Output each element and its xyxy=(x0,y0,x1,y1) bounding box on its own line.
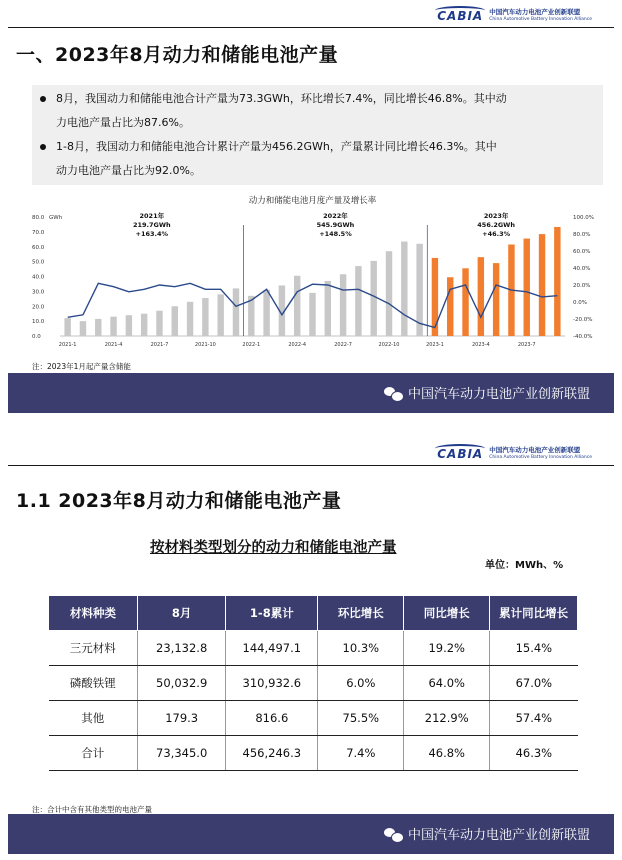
header-cell: 累计同比增长 xyxy=(490,596,578,631)
production-bar xyxy=(462,268,468,336)
production-bar xyxy=(187,302,193,336)
production-bar xyxy=(217,294,223,336)
wechat-icon xyxy=(384,827,402,841)
production-bar xyxy=(493,263,499,336)
y-tick-right: 80.0% xyxy=(573,232,591,238)
logo-mark: CABIA xyxy=(437,9,484,23)
cabia-logo xyxy=(437,6,592,26)
production-bar xyxy=(309,293,315,336)
table-cell: 75.5% xyxy=(318,701,404,736)
table-cell: 15.4% xyxy=(490,631,578,666)
table-row xyxy=(49,736,578,771)
production-bar xyxy=(524,239,530,336)
logo-mark: CABIA xyxy=(437,447,484,461)
table-unit: 单位：MWh、% xyxy=(485,560,564,571)
x-tick-label: 2023-1 xyxy=(426,342,444,348)
table-cell: 10.3% xyxy=(318,631,404,666)
wechat-icon xyxy=(384,386,402,400)
table-cell: 46.8% xyxy=(404,736,490,771)
logo-cn: 中国汽车动力电池产业创新联盟 xyxy=(489,446,581,454)
header-cell: 材料种类 xyxy=(49,596,138,631)
table-cell: 19.2% xyxy=(404,631,490,666)
page-gap xyxy=(0,414,622,438)
x-tick-label: 2022-1 xyxy=(242,342,261,348)
header-cell: 环比增长 xyxy=(318,596,404,631)
table-cell: 其他 xyxy=(49,701,138,736)
production-bar xyxy=(401,242,407,336)
logo-cn: 中国汽车动力电池产业创新联盟 xyxy=(489,8,581,16)
footer-org-name: 中国汽车动力电池产业创新联盟 xyxy=(407,828,590,843)
table-row xyxy=(49,631,578,666)
y-tick-right: 40.0% xyxy=(573,266,591,272)
y-tick-left: 0.0 xyxy=(32,334,41,340)
annotation-total: 545.9GWh xyxy=(316,221,355,229)
bullet-1 xyxy=(40,87,507,111)
y-tick-right: 0.0% xyxy=(573,300,587,306)
logo-en: China Automotive Battery Innovation Alliance xyxy=(489,17,592,22)
table-cell: 67.0% xyxy=(490,666,578,701)
y-tick-left: 70.0 xyxy=(32,229,45,236)
production-bar xyxy=(80,321,86,336)
annotation-year: 2023年 xyxy=(483,212,509,220)
y-tick-left: 40.0 xyxy=(32,274,45,281)
production-bar xyxy=(64,318,70,336)
production-bar xyxy=(340,274,346,336)
production-bar xyxy=(110,317,116,336)
table-cell: 三元材料 xyxy=(49,631,138,666)
x-tick-label: 2021-1 xyxy=(58,342,77,348)
y-tick-left: 60.0 xyxy=(32,244,45,251)
production-bar xyxy=(539,234,545,336)
x-tick-label: 2022-7 xyxy=(334,342,352,348)
footer-org-name: 中国汽车动力电池产业创新联盟 xyxy=(407,387,590,402)
x-tick-label: 2023-4 xyxy=(471,342,490,348)
production-bar xyxy=(554,227,560,336)
bullet-dot xyxy=(40,96,46,102)
y-tick-left: 50.0 xyxy=(32,259,45,266)
table-cell: 57.4% xyxy=(490,701,578,736)
y-tick-left: 30.0 xyxy=(32,289,45,296)
production-bar xyxy=(156,311,162,336)
table-cell: 7.4% xyxy=(318,736,404,771)
production-bar xyxy=(141,314,147,336)
production-bar xyxy=(478,257,484,336)
summary-box xyxy=(32,85,603,185)
production-bar xyxy=(263,290,269,336)
production-bar xyxy=(370,261,376,336)
x-tick-label: 2021-4 xyxy=(104,342,123,348)
annotation-year: 2021年 xyxy=(139,212,165,220)
page-title: 1.1 2023年8月动力和储能电池产量 xyxy=(16,490,342,512)
annotation-growth: +46.3% xyxy=(482,230,511,238)
y-unit-label: GWh xyxy=(49,215,63,221)
table-cell: 磷酸铁锂 xyxy=(49,666,138,701)
header-divider xyxy=(8,465,614,466)
material-table xyxy=(48,595,578,771)
slide-production-overview xyxy=(0,0,622,414)
production-bar xyxy=(202,298,208,336)
production-bar xyxy=(386,251,392,336)
table-row xyxy=(49,701,578,736)
chart-title: 动力和储能电池月度产量及增长率 xyxy=(248,196,377,206)
bullet-2-line1: 1-8月，我国动力和储能电池合计累计产量为456.2GWh，产量累计同比增长46.3%。其中 xyxy=(56,140,497,153)
header-divider xyxy=(8,27,614,28)
table-cell: 144,497.1 xyxy=(226,631,318,666)
y-tick-right: 20.0% xyxy=(573,283,591,289)
production-bar xyxy=(325,281,331,336)
y-tick-right: -40.0% xyxy=(573,334,593,340)
production-bar xyxy=(95,319,101,336)
x-tick-label: 2021-10 xyxy=(194,342,216,348)
x-tick-label: 2023-7 xyxy=(517,342,536,348)
annotation-total: 219.7GWh xyxy=(132,221,171,229)
table-header-row xyxy=(49,596,578,631)
production-bar xyxy=(355,266,361,336)
production-bar xyxy=(172,306,178,336)
bullet-2 xyxy=(40,135,497,159)
x-tick-label: 2022-4 xyxy=(288,342,307,348)
table-cell: 816.6 xyxy=(226,701,318,736)
production-bar xyxy=(294,276,300,336)
footer-bar xyxy=(8,373,614,413)
slide-material-breakdown xyxy=(0,438,622,860)
y-tick-left: 10.0 xyxy=(32,319,45,326)
table-cell: 456,246.3 xyxy=(226,736,318,771)
annotation-growth: +163.4% xyxy=(135,230,169,238)
annotation-year: 2022年 xyxy=(323,212,348,220)
table-cell: 合计 xyxy=(49,736,138,771)
y-tick-right: 100.0% xyxy=(573,215,594,221)
production-bar xyxy=(126,315,132,336)
chart-note: 注：2023年1月起产量含储能 xyxy=(32,362,131,371)
cabia-logo xyxy=(437,444,592,464)
table-note: 注：合计中含有其他类型的电池产量 xyxy=(32,805,152,814)
table-cell: 50,032.9 xyxy=(138,666,226,701)
production-bar xyxy=(233,288,239,336)
table-cell: 23,132.8 xyxy=(138,631,226,666)
annotation-growth: +148.5% xyxy=(319,230,352,238)
y-tick-left: 20.0 xyxy=(32,304,45,311)
annotation-total: 456.2GWh xyxy=(477,221,515,229)
table-cell: 212.9% xyxy=(404,701,490,736)
table-cell: 179.3 xyxy=(138,701,226,736)
production-bar xyxy=(447,277,453,336)
header-cell: 1-8累计 xyxy=(226,596,318,631)
bullet-dot xyxy=(40,144,46,150)
header-cell: 同比增长 xyxy=(404,596,490,631)
y-tick-left: 80.0 xyxy=(32,215,45,221)
x-tick-label: 2022-10 xyxy=(378,342,400,348)
chart-svg xyxy=(30,190,605,355)
table-cell: 310,932.6 xyxy=(226,666,318,701)
page-title: 一、2023年8月动力和储能电池产量 xyxy=(16,44,339,66)
logo-en: China Automotive Battery Innovation Alliance xyxy=(489,455,592,460)
production-chart xyxy=(30,190,605,355)
x-tick-label: 2021-7 xyxy=(150,342,169,348)
bullet-2-cont: 动力电池产量占比为92.0%。 xyxy=(56,164,201,177)
table-cell: 46.3% xyxy=(490,736,578,771)
footer-bar xyxy=(8,814,614,854)
bullet-1-cont: 力电池产量占比为87.6%。 xyxy=(56,116,190,129)
y-tick-right: -20.0% xyxy=(573,317,593,323)
table-cell: 64.0% xyxy=(404,666,490,701)
table-title: 按材料类型划分的动力和储能电池产量 xyxy=(150,540,397,556)
table-cell: 73,345.0 xyxy=(138,736,226,771)
production-bar xyxy=(432,258,438,336)
bullet-1-line1: 8月，我国动力和储能电池合计产量为73.3GWh，环比增长7.4%，同比增长46.8%。其中动 xyxy=(56,92,507,105)
table-cell: 6.0% xyxy=(318,666,404,701)
y-tick-right: 60.0% xyxy=(573,249,591,255)
table-row xyxy=(49,666,578,701)
header-cell: 8月 xyxy=(138,596,226,631)
